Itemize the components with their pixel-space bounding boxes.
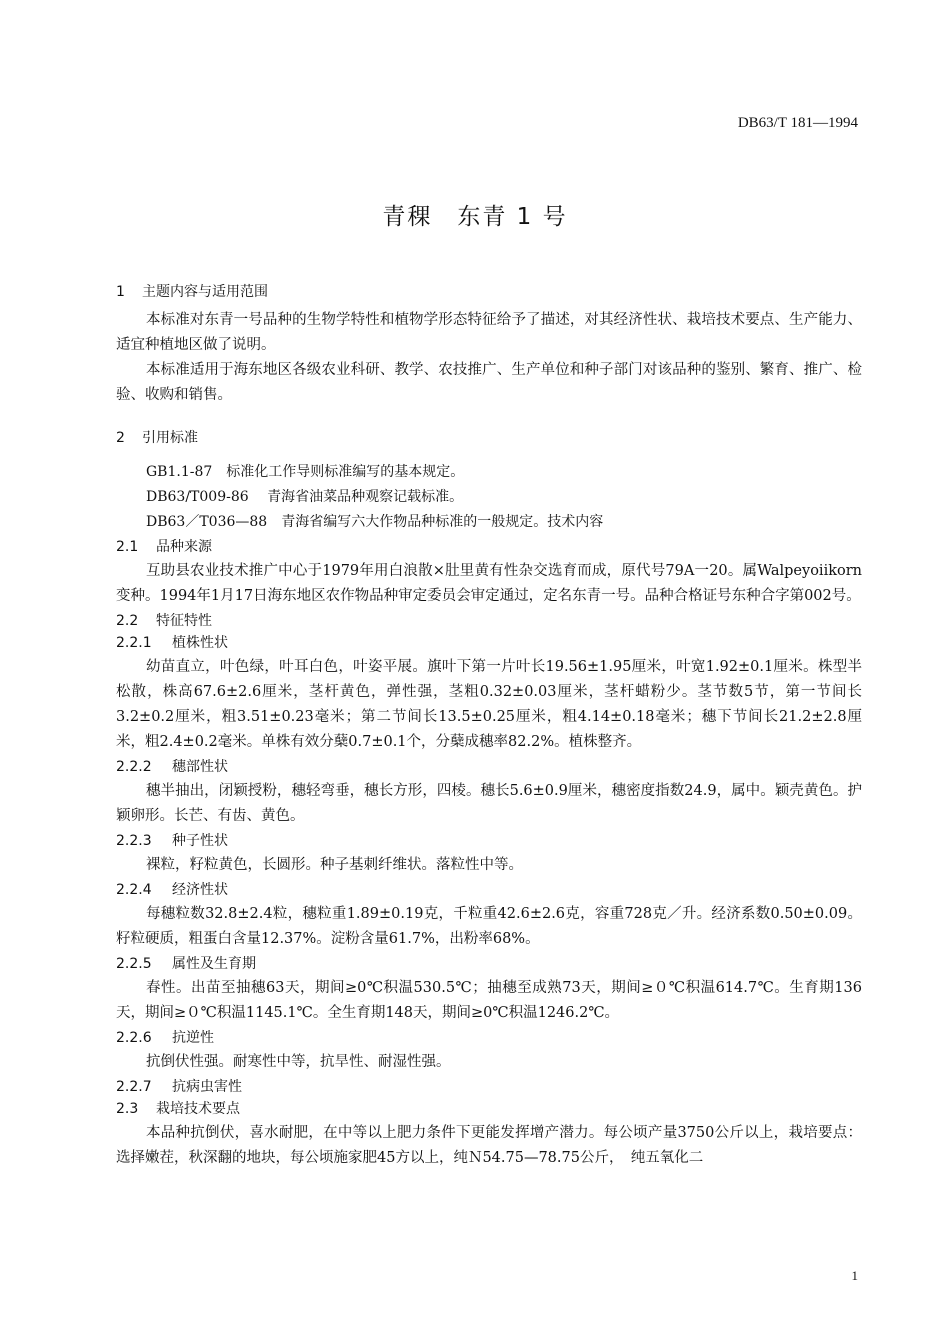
section-title: 属性及生育期 <box>172 956 256 972</box>
section-number: 2.2.7 <box>116 1079 152 1095</box>
section-number: 2.3 <box>116 1101 139 1117</box>
section-title: 抗逆性 <box>172 1030 214 1046</box>
page-number: 1 <box>851 1268 858 1283</box>
section-number: 2.2.3 <box>116 833 152 849</box>
section-heading-2-3 <box>116 1099 862 1119</box>
section-title: 主题内容与适用范围 <box>142 284 268 300</box>
section-title: 穗部性状 <box>172 759 228 775</box>
section-number: 2.2.1 <box>116 635 152 651</box>
section-number: 2.2.2 <box>116 759 152 775</box>
page-title: 青稞 东青 1 号 <box>382 204 568 230</box>
section-heading-2-2-7 <box>116 1077 862 1097</box>
reference-item: DB63/T009-86 青海省油菜品种观察记载标准。 <box>146 489 464 505</box>
paragraph: 每穗粒数32.8±2.4粒，穗粒重1.89±0.19克，千粒重42.6±2.6克，容重728克／升。经济系数0.50±0.09。籽粒硬质，粗蛋白含量12.37%。淀粉含量61.7%，出粉率68%。 <box>116 906 862 947</box>
section-number: 2.1 <box>116 539 139 555</box>
section-number: 2.2.4 <box>116 882 152 898</box>
section-title: 抗病虫害性 <box>172 1079 242 1095</box>
section-heading-2-2 <box>116 611 862 631</box>
section-title: 特征特性 <box>156 613 212 629</box>
paragraph: 本标准适用于海东地区各级农业科研、教学、农技推广、生产单位和种子部门对该品种的鉴别、繁育、推广、检验、收购和销售。 <box>116 362 862 403</box>
reference-item: DB63／T036—88 青海省编写六大作物品种标准的一般规定。技术内容 <box>146 514 604 530</box>
paragraph: 幼苗直立，叶色绿，叶耳白色，叶姿平展。旗叶下第一片叶长19.56±1.95厘米，叶宽1.92±0.1厘米。株型半松散，株高67.6±2.6厘米，茎杆黄色，弹性强，茎粗0.32±0.03厘米，茎杆蜡粉少。茎节数5节，第一节间长3.2±0.2厘米，粗3.51±0.23毫米；第二节间长13.5±0.25厘米，粗4.14±0.18毫米；穗下节间长21.2±2.8厘米，粗2.4±0.2毫米。单株有效分蘖0.7±0.1个，分蘖成穗率82.2%。植株整齐。 <box>116 659 862 750</box>
section-heading-2-2-1 <box>116 633 862 653</box>
paragraph: 抗倒伏性强。耐寒性中等，抗旱性、耐湿性强。 <box>146 1054 451 1070</box>
section-title: 经济性状 <box>172 882 228 898</box>
paragraph: 本标准对东青一号品种的生物学特性和植物学形态特征给予了描述，对其经济性状、栽培技术要点、生产能力、适宜种植地区做了说明。 <box>116 312 862 353</box>
section-title: 种子性状 <box>172 833 228 849</box>
section-title: 品种来源 <box>156 539 212 555</box>
reference-item: GB1.1-87 标准化工作导则标准编写的基本规定。 <box>146 464 465 480</box>
section-heading-1 <box>116 282 862 302</box>
paragraph: 穗半抽出，闭颖授粉，穗轻弯垂，穗长方形，四棱。穗长5.6±0.9厘米，穗密度指数24.9，属中。颖壳黄色。护颖卵形。长芒、有齿、黄色。 <box>116 783 862 824</box>
section-heading-2-1 <box>116 537 862 557</box>
section-heading-2-2-5 <box>116 954 862 974</box>
section-number: 1 <box>116 284 125 300</box>
section-number: 2.2.5 <box>116 956 152 972</box>
document-body <box>116 276 862 1171</box>
paragraph: 互助县农业技术推广中心于1979年用白浪散×肚里黄有性杂交选育而成，原代号79A一20。属Walpeyoiikorn变种。1994年1月17日海东地区农作物品种审定委员会审定通过，定名东青一号。品种合格证号东种合字第002号。 <box>116 563 862 604</box>
section-title: 引用标准 <box>142 430 198 446</box>
section-heading-2 <box>116 428 862 448</box>
section-number: 2.2.6 <box>116 1030 152 1046</box>
section-heading-2-2-3 <box>116 831 862 851</box>
section-heading-2-2-4 <box>116 880 862 900</box>
paragraph: 春性。出苗至抽穗63天，期间≥0℃积温530.5℃；抽穗至成熟73天，期间≥０℃积温614.7℃。生育期136天，期间≥０℃积温1145.1℃。全生育期148天，期间≥0℃积温1246.2℃。 <box>116 980 862 1021</box>
section-title: 植株性状 <box>172 635 228 651</box>
section-title: 栽培技术要点 <box>156 1101 240 1117</box>
section-heading-2-2-2 <box>116 757 862 777</box>
paragraph: 裸粒，籽粒黄色，长圆形。种子基刺纤维状。落粒性中等。 <box>146 857 523 873</box>
standard-code: DB63/T 181—1994 <box>737 115 858 131</box>
section-heading-2-2-6 <box>116 1028 862 1048</box>
section-number: 2.2 <box>116 613 139 629</box>
section-number: 2 <box>116 430 125 446</box>
paragraph: 本品种抗倒伏，喜水耐肥，在中等以上肥力条件下更能发挥增产潜力。每公顷产量3750公斤以上，栽培要点：选择嫩茬，秋深翻的地块，每公顷施家肥45方以上，纯Ｎ54.75—78.75公斤， 纯五氧化二 <box>116 1125 862 1166</box>
